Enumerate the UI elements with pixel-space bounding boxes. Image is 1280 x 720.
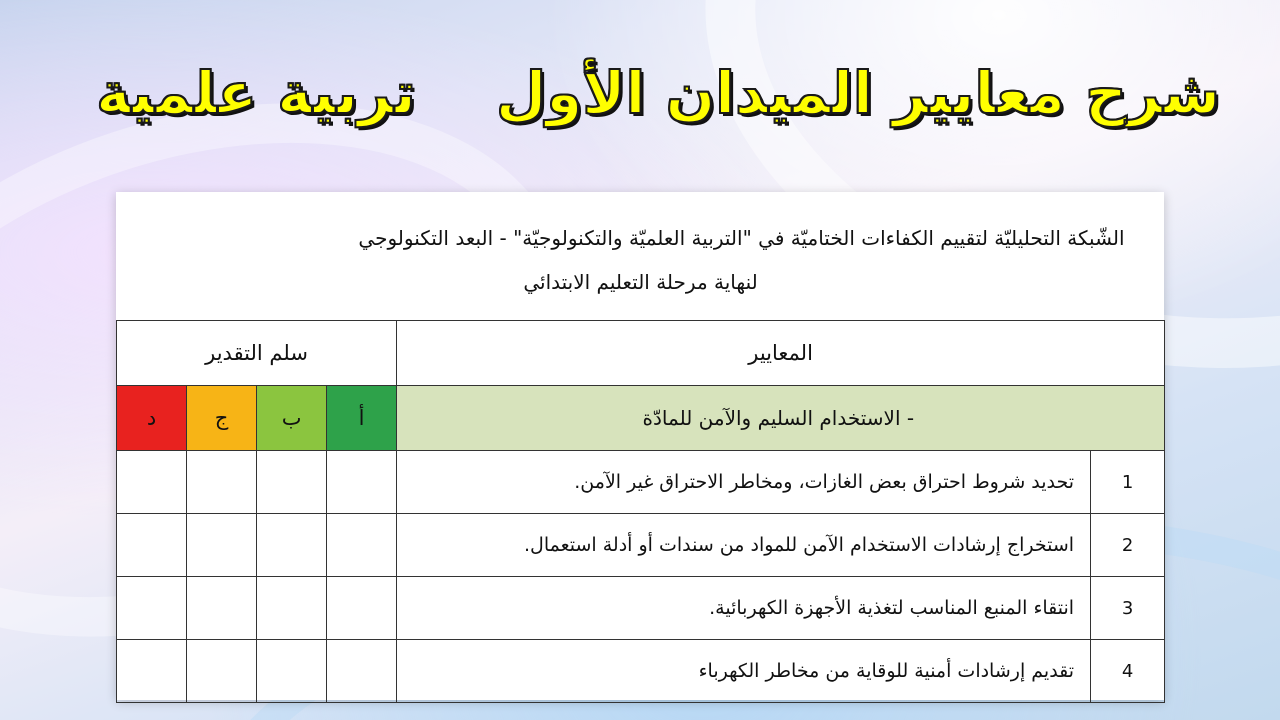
scale-header: سلم التقدير (117, 321, 397, 386)
row-number: 4 (1091, 640, 1165, 703)
rating-cell (187, 577, 257, 640)
rating-cell (117, 640, 187, 703)
grade-d-cell: د (117, 386, 187, 451)
rating-cell (327, 640, 397, 703)
rating-cell (187, 514, 257, 577)
criterion-text: استخراج إرشادات الاستخدام الآمن للمواد من سندات أو أدلة استعمال. (397, 514, 1091, 577)
heading-line-1: الشّبكة التحليليّة لتقييم الكفاءات الختاميّة في "التربية العلميّة والتكنولوجيّة" - البعد التكنولوجي (358, 226, 1125, 250)
rating-cell (257, 640, 327, 703)
criteria-header: المعايير (397, 321, 1165, 386)
rating-cell (117, 514, 187, 577)
table-row (117, 451, 1165, 514)
table-row (117, 640, 1165, 703)
rating-cell (327, 577, 397, 640)
criteria-table (116, 192, 1165, 703)
grade-a-cell: أ (327, 386, 397, 451)
row-number: 2 (1091, 514, 1165, 577)
rating-cell (257, 451, 327, 514)
row-number: 1 (1091, 451, 1165, 514)
table-row (117, 577, 1165, 640)
page-title (20, 38, 1220, 148)
rating-cell (257, 577, 327, 640)
domain-label: - الاستخدام السليم والآمن للمادّة (397, 386, 1165, 451)
criterion-text: انتقاء المنبع المناسب لتغذية الأجهزة الكهربائية. (397, 577, 1091, 640)
grade-c-cell: ج (187, 386, 257, 451)
heading-line-2: لنهاية مرحلة التعليم الابتدائي (523, 270, 758, 294)
rating-cell (257, 514, 327, 577)
rating-cell (327, 451, 397, 514)
criterion-text: تحديد شروط احتراق بعض الغازات، ومخاطر الاحتراق غير الآمن. (397, 451, 1091, 514)
document-heading (117, 192, 1165, 321)
title-part-2: تربية علمية (96, 59, 416, 127)
table-row (117, 514, 1165, 577)
document-image (116, 192, 1164, 700)
rating-cell (187, 640, 257, 703)
title-part-1: شرح معايير الميدان الأول (495, 59, 1220, 127)
row-number: 3 (1091, 577, 1165, 640)
criterion-text: تقديم إرشادات أمنية للوقاية من مخاطر الكهرباء (397, 640, 1091, 703)
rating-cell (117, 451, 187, 514)
rating-cell (117, 577, 187, 640)
grade-b-cell: ب (257, 386, 327, 451)
rating-cell (187, 451, 257, 514)
rating-cell (327, 514, 397, 577)
